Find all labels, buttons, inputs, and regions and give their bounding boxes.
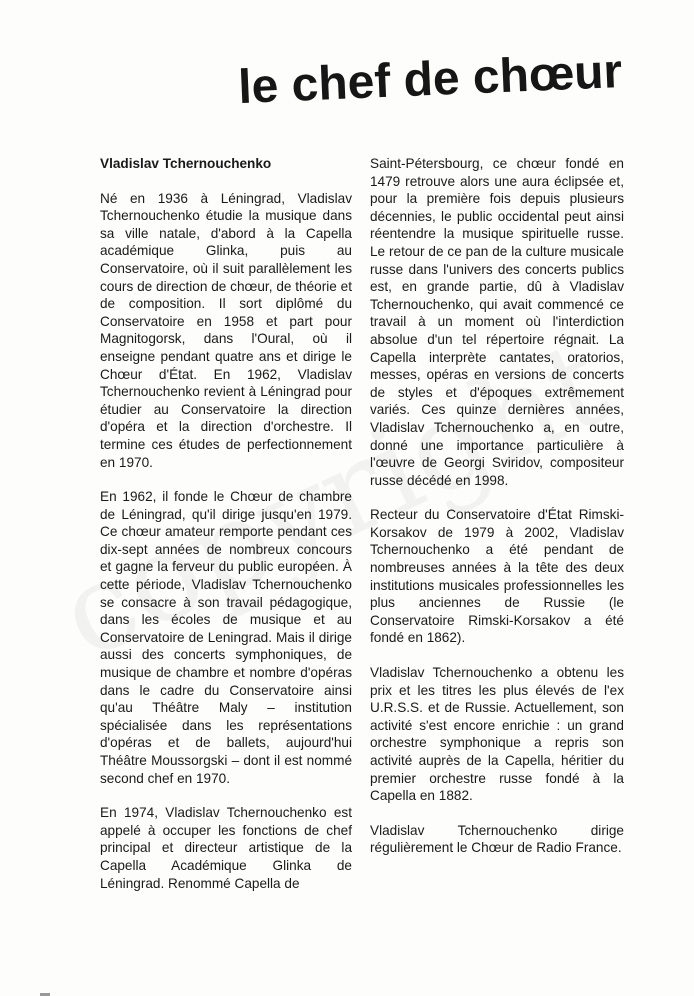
right-column	[370, 155, 624, 874]
section-heading: Vladislav Tchernouchenko	[100, 156, 272, 171]
paragraph: Saint-Pétersbourg, ce chœur fondé en 1479 retrouve alors une aura éclipsée et, pour la première fois depuis plusieurs décennies, le public occidental peut ainsi réentendre la musique spirituelle russe. Le retour de ce pan de la culture musicale russe dans l'univers des concerts publics est, en grande partie, dû à Vladislav Tchernouchenko, qui avait commencé ce travail à un moment où l'interdiction absolue d'un tel répertoire régnait. La Capella interprète cantates, oratorios, messes, opéras en versions de concerts de styles et d'époques extrêmement variés. Ces quinze dernières années, Vladislav Tchernouchenko a, en outre, donné une importance particulière à l'œuvre de Georgi Sviridov, compositeur russe décédé en 1998.	[370, 156, 624, 488]
paragraph: Vladislav Tchernouchenko a obtenu les prix et les titres les plus élevés de l'ex U.R.S.S. et de Russie. Actuellement, son activité s'est encore enrichie : un grand orchestre symphonique a repris son activité auprès de la Capella, héritier du premier orchestre russe fondé à la Capella en 1882.	[370, 665, 624, 804]
page-title: le chef de chœur	[237, 45, 624, 115]
left-column	[100, 155, 352, 909]
paragraph: Recteur du Conservatoire d'État Rimski-Korsakov de 1979 à 2002, Vladislav Tchernouchenko a été pendant de nombreuses années à la tête des deux institutions musicales professionnelles les plus anciennes de Russie (le Conservatoire Rimski-Korsakov a été fondé en 1862).	[370, 507, 624, 646]
paragraph: Né en 1936 à Léningrad, Vladislav Tchernouchenko étudie la musique dans sa ville natale, d'abord à la Capella académique Glinka, puis au Conservatoire, où il suit parallèlement les cours de direction de chœur, de théorie et de composition. Il sort diplômé du Conservatoire en 1958 et part pour Magnitogorsk, dans l'Oural, où il enseigne pendant quatre ans et dirige le Chœur d'État. En 1962, Vladislav Tchernouchenko revient à Léningrad pour étudier au Conservatoire la direction d'opéra et la direction d'orchestre. Il termine ces études de perfectionnement en 1970.	[100, 190, 352, 470]
paragraph: En 1962, il fonde le Chœur de chambre de Léningrad, qu'il dirige jusqu'en 1979. Ce chœur amateur remporte pendant ces dix-sept années de nombreux concours et gagne la ferveur du public européen. À cette période, Vladislav Tchernouchenko se consacre à son travail pédagogique, dans les écoles de musique et au Conservatoire de Leningrad. Mais il dirige aussi des concerts symphoniques, de musique de chambre et nombre d'opéras dans le cadre du Conservatoire ainsi qu'au Théâtre Maly – institution spécialisée dans les représentations d'opéras et de ballets, aujourd'hui Théâtre Moussorgski – dont il est nommé second chef en 1970.	[100, 489, 352, 786]
paragraph: En 1974, Vladislav Tchernouchenko est appelé à occuper les fonctions de chef principal et directeur artistique de la Capella Académique Glinka de Léningrad. Renommé Capella de	[100, 805, 352, 891]
paragraph: Vladislav Tchernouchenko dirige régulièrement le Chœur de Radio France.	[370, 822, 624, 856]
